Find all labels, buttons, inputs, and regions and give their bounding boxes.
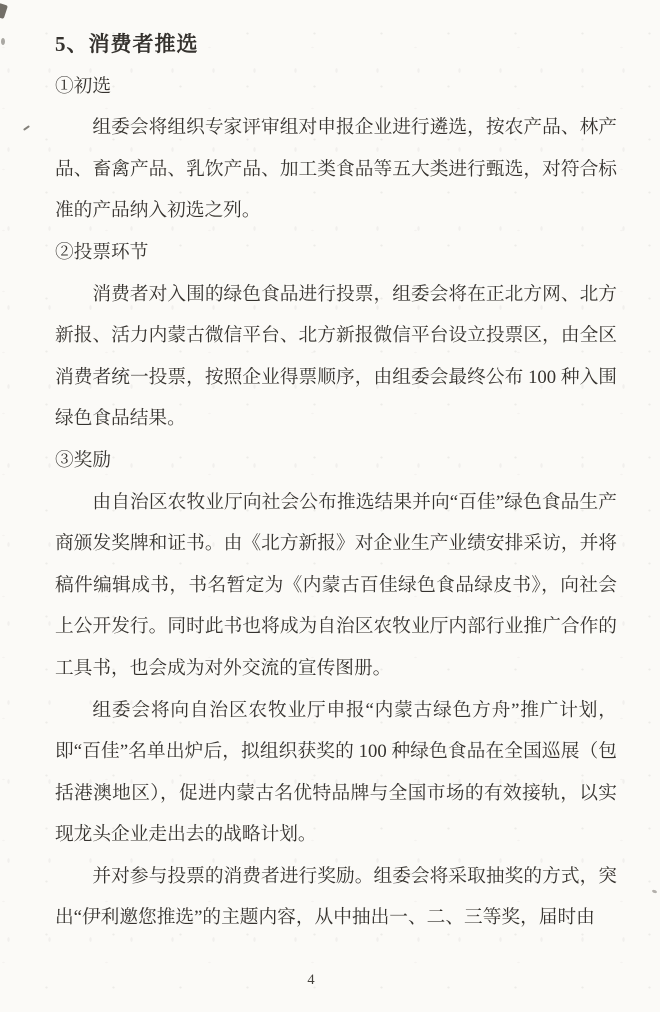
list-subheading: ②投票环节 (55, 241, 149, 263)
scan-artifact-edge-speck (1, 38, 5, 45)
body-paragraph: 由自治区农牧业厅向社会公布推选结果并向“百佳”绿色食品生产商颁发奖牌和证书。由《北方新报》对企业生产业绩安排采访，并将稿件编辑成书，书名暂定为《内蒙古百佳绿色食品绿皮书》，向社会上公开发行。同时此书也将成为自治区农牧业厅内部行业推广合作的工具书，也会成为对外交流的宣传图册。 (55, 491, 617, 679)
page-number: 4 (307, 972, 315, 988)
scan-artifact-corner (0, 3, 8, 19)
section-heading: 5、消费者推选 (55, 32, 199, 56)
body-paragraph: 并对参与投票的消费者进行奖励。组委会将采取抽奖的方式，突出“伊利邀您推选”的主题内容，从中抽出一、二、三等奖，届时由 (55, 865, 617, 929)
list-subheading: ③奖励 (55, 449, 112, 471)
body-paragraph: 消费者对入围的绿色食品进行投票，组委会将在正北方网、北方新报、活力内蒙古微信平台、北方新报微信平台设立投票区，由全区消费者统一投票，按照企业得票顺序，由组委会最终公布 100 种入围绿色食品结果。 (55, 283, 617, 430)
document-content (55, 24, 617, 939)
list-subheading: ①初选 (55, 75, 112, 97)
document-body (55, 66, 617, 939)
body-paragraph: 组委会将向自治区农牧业厅申报“内蒙古绿色方舟”推广计划，即“百佳”名单出炉后，拟组织获奖的 100 种绿色食品在全国巡展（包括港澳地区），促进内蒙古名优特品牌与全国市场的有效接轨，以实现龙头企业走出去的战略计划。 (55, 699, 617, 846)
body-paragraph: 组委会将组织专家评审组对申报企业进行遴选，按农产品、林产品、畜禽产品、乳饮产品、加工类食品等五大类进行甄选，对符合标准的产品纳入初选之列。 (55, 117, 617, 222)
scan-artifact-right-speck (652, 889, 658, 894)
scan-artifact-tick (23, 125, 30, 131)
page-footer (30, 972, 592, 989)
